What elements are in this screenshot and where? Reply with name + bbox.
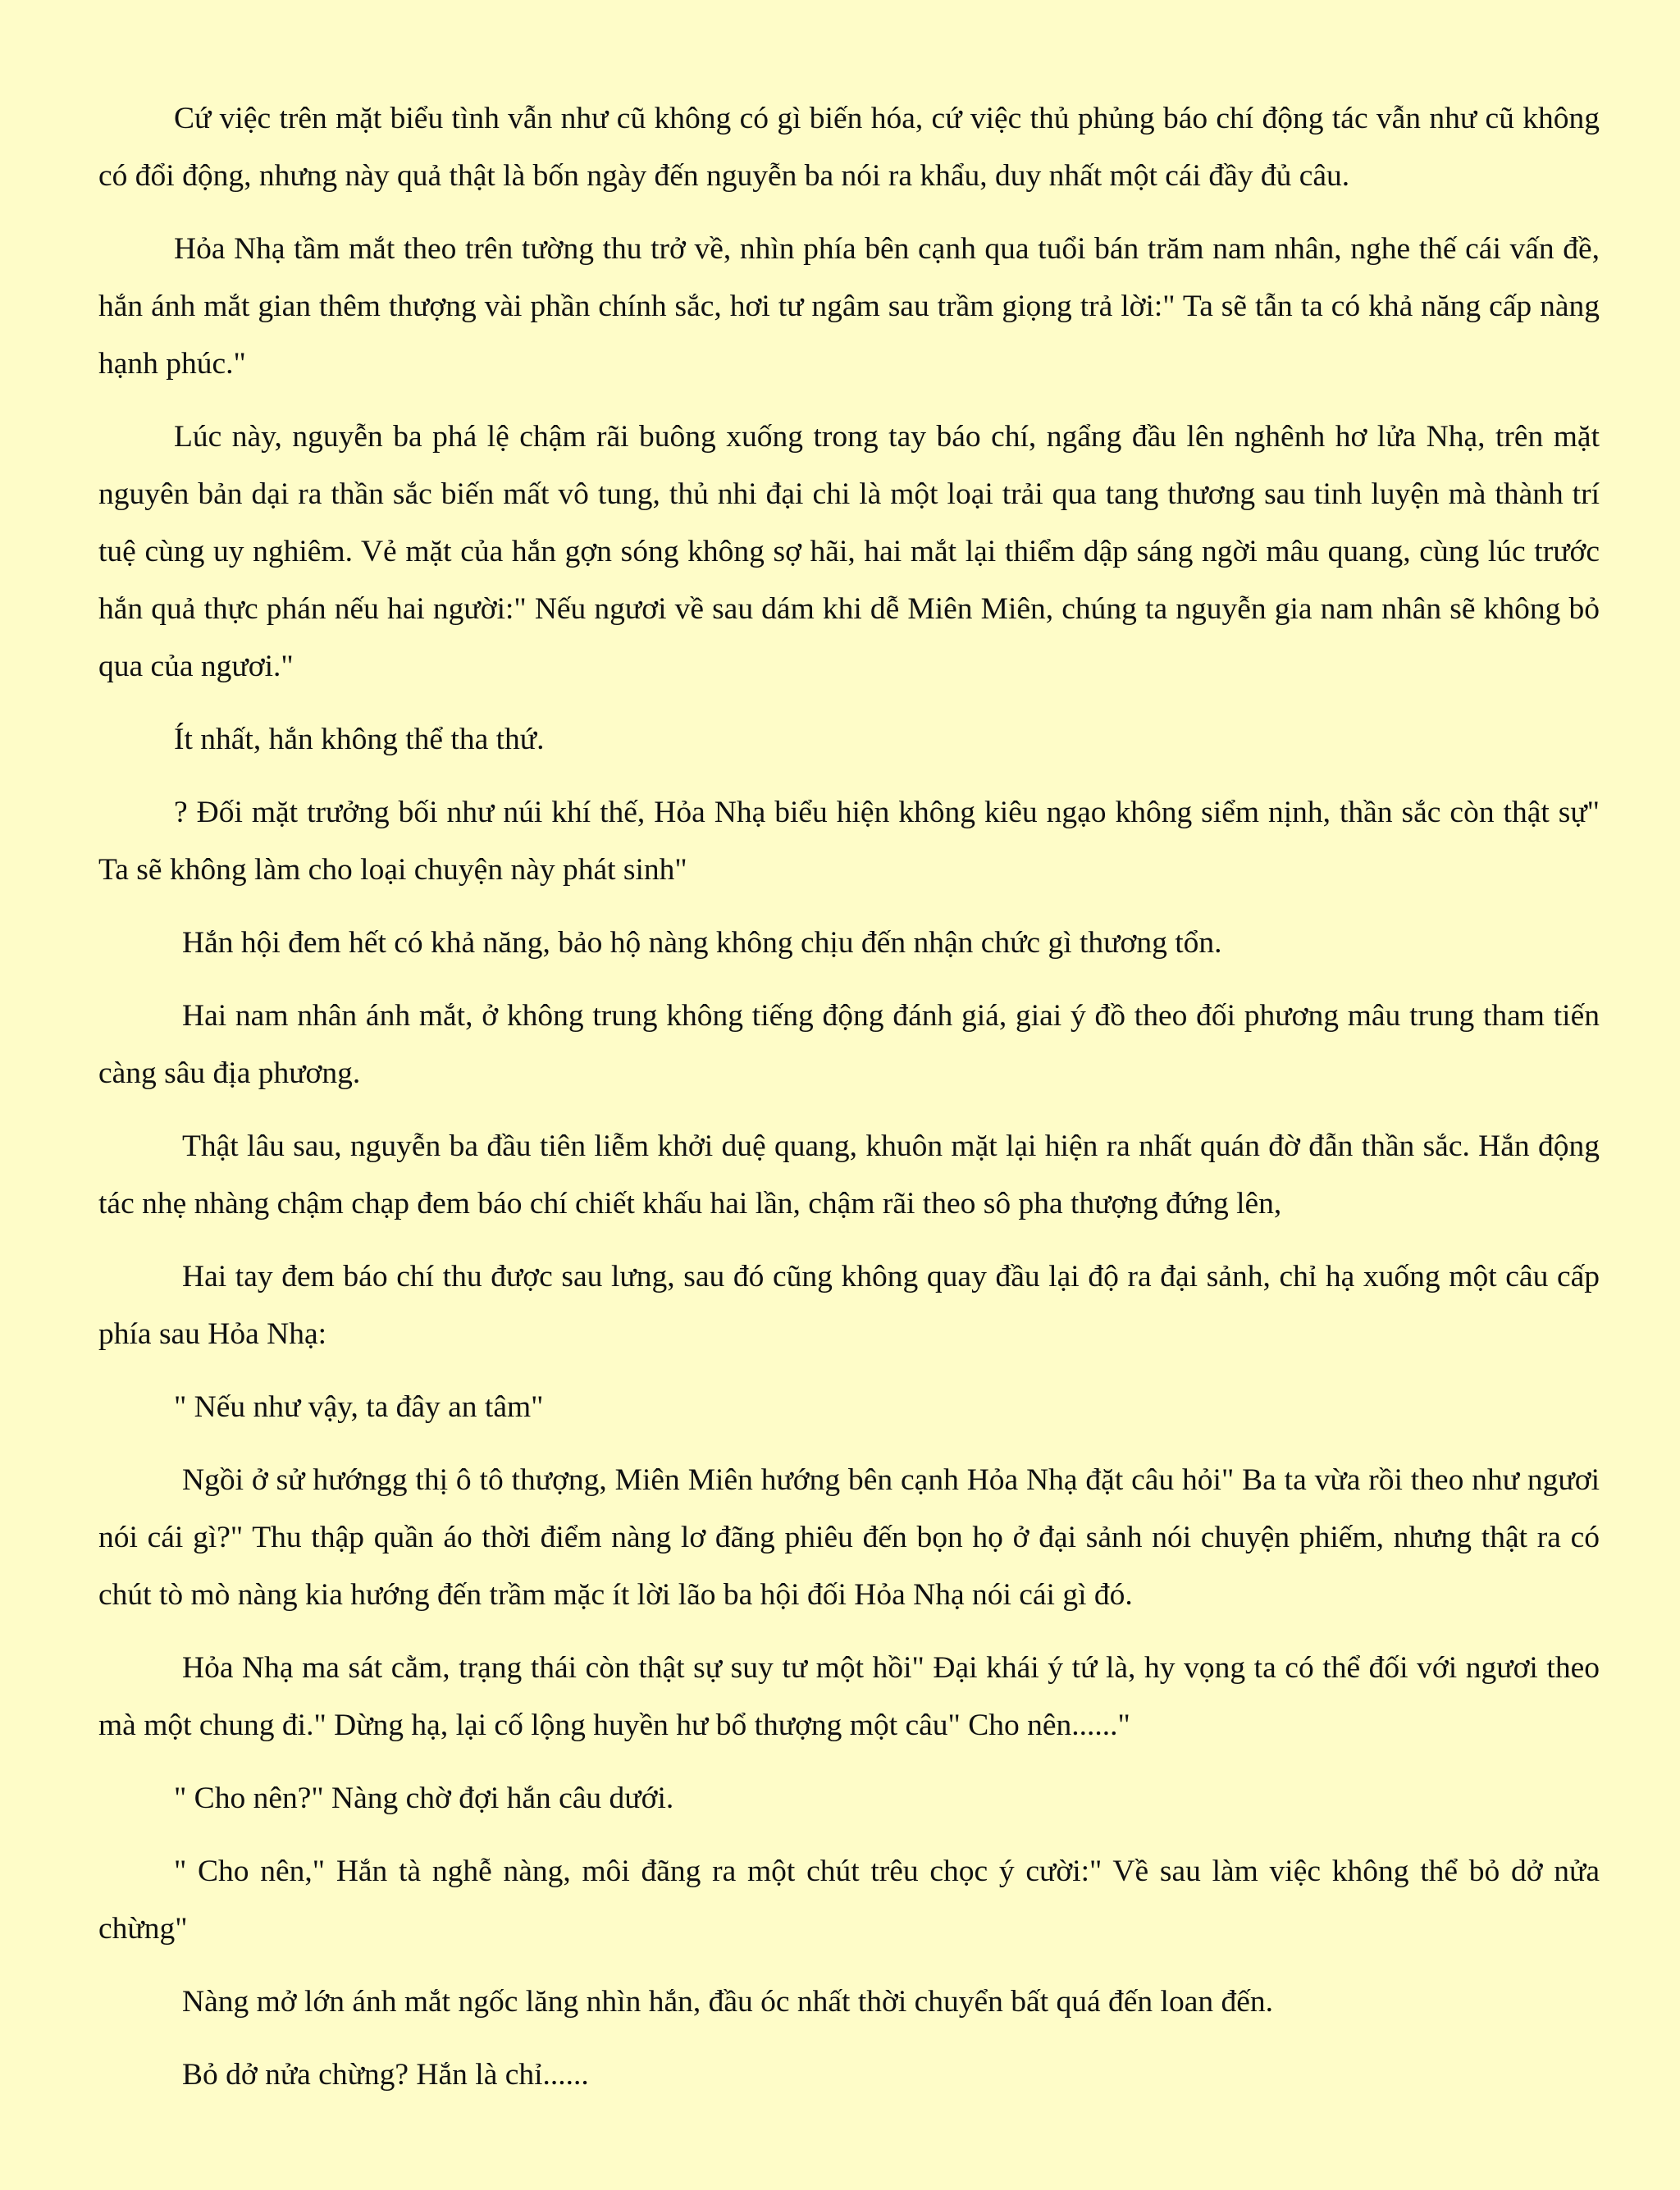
paragraph-12: Hỏa Nhạ ma sát cằm, trạng thái còn thật sự suy tư một hồi" Đại khái ý tứ là, hy vọng ta có thể đối với ngươi theo mà một chung đi." Dừng hạ, lại cố lộng huyền hư bổ thượng một câu" Cho nên......" — [98, 1651, 1600, 1742]
paragraph-1: Cứ việc trên mặt biểu tình vẫn như cũ không có gì biến hóa, cứ việc thủ phủng báo chí động tác vẫn như cũ không có đổi động, nhưng này quả thật là bốn ngày đến nguyễn ba nói ra khẩu, duy nhất một cái đầy đủ câu. — [98, 102, 1600, 193]
paragraph-16: Bỏ dở nửa chừng? Hắn là chỉ...... — [182, 2058, 589, 2092]
paragraph-7: Hai nam nhân ánh mắt, ở không trung không tiếng động đánh giá, giai ý đồ theo đối phương mâu trung tham tiến càng sâu địa phương. — [98, 999, 1600, 1090]
document-body — [98, 90, 1600, 2119]
paragraph-9: Hai tay đem báo chí thu được sau lưng, sau đó cũng không quay đầu lại độ ra đại sảnh, chỉ hạ xuống một câu cấp phía sau Hỏa Nhạ: — [98, 1260, 1600, 1351]
paragraph-4: Ít nhất, hắn không thể tha thứ. — [174, 723, 545, 756]
paragraph-11: Ngồi ở sử hướngg thị ô tô thượng, Miên Miên hướng bên cạnh Hỏa Nhạ đặt câu hỏi" Ba ta vừa rồi theo như ngươi nói cái gì?" Thu thập quần áo thời điểm nàng lơ đãng phiêu đến bọn họ ở đại sảnh nói chuyện phiếm, nhưng thật ra có chút tò mò nàng kia hướng đến trầm mặc ít lời lão ba hội đối Hỏa Nhạ nói cái gì đó. — [98, 1463, 1600, 1612]
paragraph-14: " Cho nên," Hắn tà nghễ nàng, môi đãng ra một chút trêu chọc ý cười:" Về sau làm việc không thể bỏ dở nửa chừng" — [98, 1855, 1600, 1946]
paragraph-13: " Cho nên?" Nàng chờ đợi hắn câu dưới. — [174, 1782, 674, 1815]
paragraph-8: Thật lâu sau, nguyễn ba đầu tiên liễm khởi duệ quang, khuôn mặt lại hiện ra nhất quán đờ đẫn thần sắc. Hắn động tác nhẹ nhàng chậm chạp đem báo chí chiết khấu hai lần, chậm rãi theo sô pha thượng đứng lên, — [98, 1129, 1600, 1220]
paragraph-5: ? Đối mặt trưởng bối như núi khí thế, Hỏa Nhạ biểu hiện không kiêu ngạo không siểm nịnh, thần sắc còn thật sự" Ta sẽ không làm cho loại chuyện này phát sinh" — [98, 796, 1600, 887]
paragraph-6: Hắn hội đem hết có khả năng, bảo hộ nàng không chịu đến nhận chức gì thương tổn. — [182, 926, 1222, 960]
paragraph-10: " Nếu như vậy, ta đây an tâm" — [174, 1390, 544, 1424]
paragraph-2: Hỏa Nhạ tầm mắt theo trên tường thu trở về, nhìn phía bên cạnh qua tuổi bán trăm nam nhân, nghe thế cái vấn đề, hắn ánh mắt gian thêm thượng vài phần chính sắc, hơi tư ngâm sau trầm giọng trả lời:" Ta sẽ tẫn ta có khả năng cấp nàng hạnh phúc." — [98, 232, 1600, 381]
paragraph-3: Lúc này, nguyễn ba phá lệ chậm rãi buông xuống trong tay báo chí, ngẩng đầu lên nghênh hơ lửa Nhạ, trên mặt nguyên bản dại ra thần sắc biến mất vô tung, thủ nhi đại chi là một loại trải qua tang thương sau tinh luyện mà thành trí tuệ cùng uy nghiêm. Vẻ mặt của hắn gợn sóng không sợ hãi, hai mắt lại thiểm dập sáng ngời mâu quang, cùng lúc trước hắn quả thực phán nếu hai người:" Nếu ngươi về sau dám khi dễ Miên Miên, chúng ta nguyễn gia nam nhân sẽ không bỏ qua của ngươi." — [98, 420, 1600, 683]
paragraph-15: Nàng mở lớn ánh mắt ngốc lăng nhìn hắn, đầu óc nhất thời chuyển bất quá đến loan đến. — [182, 1985, 1273, 2019]
